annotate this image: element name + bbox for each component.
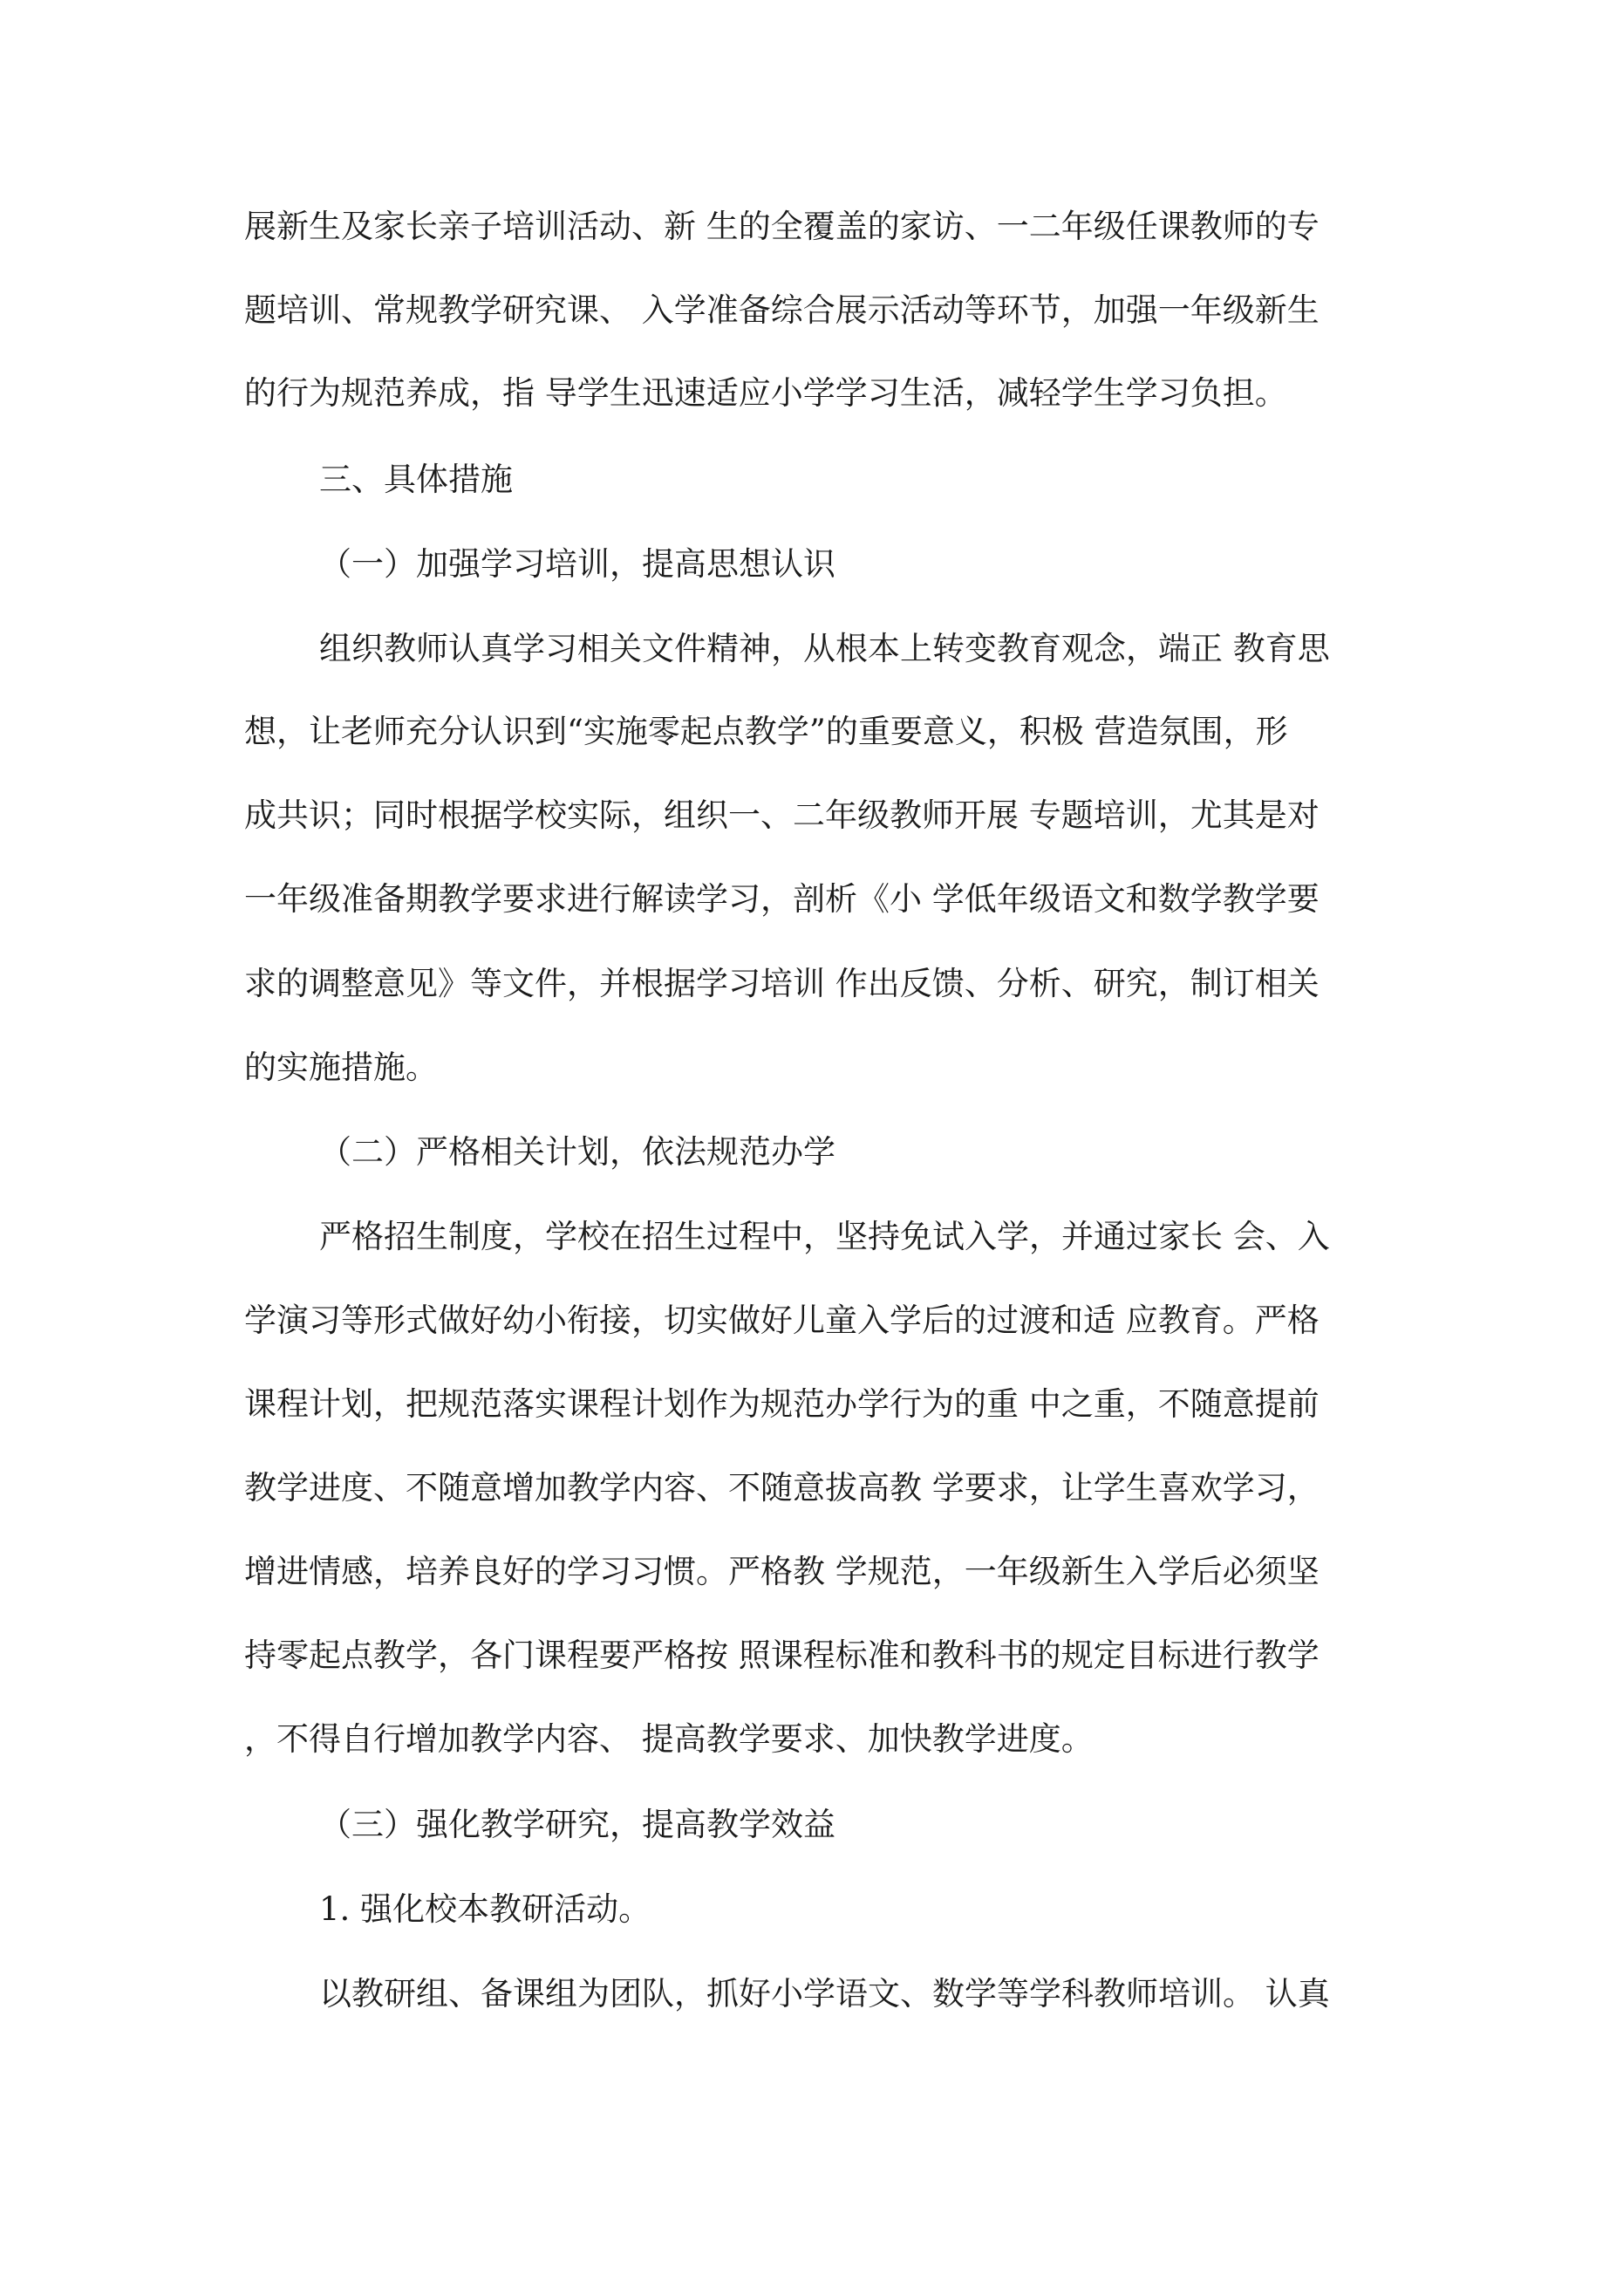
text-line: 成共识；同时根据学校实际，组织一、二年级教师开展 专题培训，尤其是对 bbox=[244, 796, 1320, 834]
text-line: 学演习等形式做好幼小衔接，切实做好儿童入学后的过渡和适 应教育。严格 bbox=[244, 1302, 1320, 1339]
text-line: 增进情感，培养良好的学习习惯。严格教 学规范，一年级新生入学后必须坚 bbox=[244, 1553, 1320, 1590]
text-line: 一年级准备期教学要求进行解读学习，剖析《小 学低年级语文和数学教学要 bbox=[244, 880, 1320, 918]
subsection-heading: （三）强化教学研究，提高教学效益 bbox=[319, 1806, 835, 1843]
subsection-heading: （二）严格相关计划，依法规范办学 bbox=[319, 1133, 835, 1171]
section-heading: 三、具体措施 bbox=[319, 461, 513, 498]
text-line: 组织教师认真学习相关文件精神，从根本上转变教育观念，端正 教育思 bbox=[319, 630, 1330, 667]
text-line: 严格招生制度，学校在招生过程中，坚持免试入学，并通过家长 会、入 bbox=[319, 1218, 1330, 1255]
text-line: ，不得自行增加教学内容、 提高教学要求、加快教学进度。 bbox=[244, 1720, 1094, 1758]
subsection-heading: （一）加强学习培训，提高思想认识 bbox=[319, 545, 835, 583]
text-line: 持零起点教学，各门课程要严格按 照课程标准和教科书的规定目标进行教学 bbox=[244, 1637, 1320, 1674]
numbered-item: 1. 强化校本教研活动。 bbox=[319, 1890, 651, 1928]
text-line: 想，让老师充分认识到“实施零起点教学”的重要意义，积极 营造氛围，形 bbox=[244, 713, 1288, 750]
text-line: 教学进度、不随意增加教学内容、不随意拔高教 学要求，让学生喜欢学习， bbox=[244, 1469, 1320, 1507]
text-line: 以教研组、备课组为团队，抓好小学语文、数学等学科教师培训。 认真 bbox=[319, 1975, 1330, 2012]
text-line: 展新生及家长亲子培训活动、新 生的全覆盖的家访、一二年级任课教师的专 bbox=[244, 208, 1320, 245]
text-line: 求的调整意见》等文件，并根据学习培训 作出反馈、分析、研究，制订相关 bbox=[244, 965, 1320, 1002]
text-line: 的实施措施。 bbox=[244, 1049, 438, 1086]
text-line: 的行为规范养成，指 导学生迅速适应小学学习生活，减轻学生学习负担。 bbox=[244, 374, 1287, 412]
text-line: 题培训、常规教学研究课、 入学准备综合展示活动等环节，加强一年级新生 bbox=[244, 291, 1320, 329]
text-line: 课程计划，把规范落实课程计划作为规范办学行为的重 中之重，不随意提前 bbox=[244, 1385, 1320, 1423]
